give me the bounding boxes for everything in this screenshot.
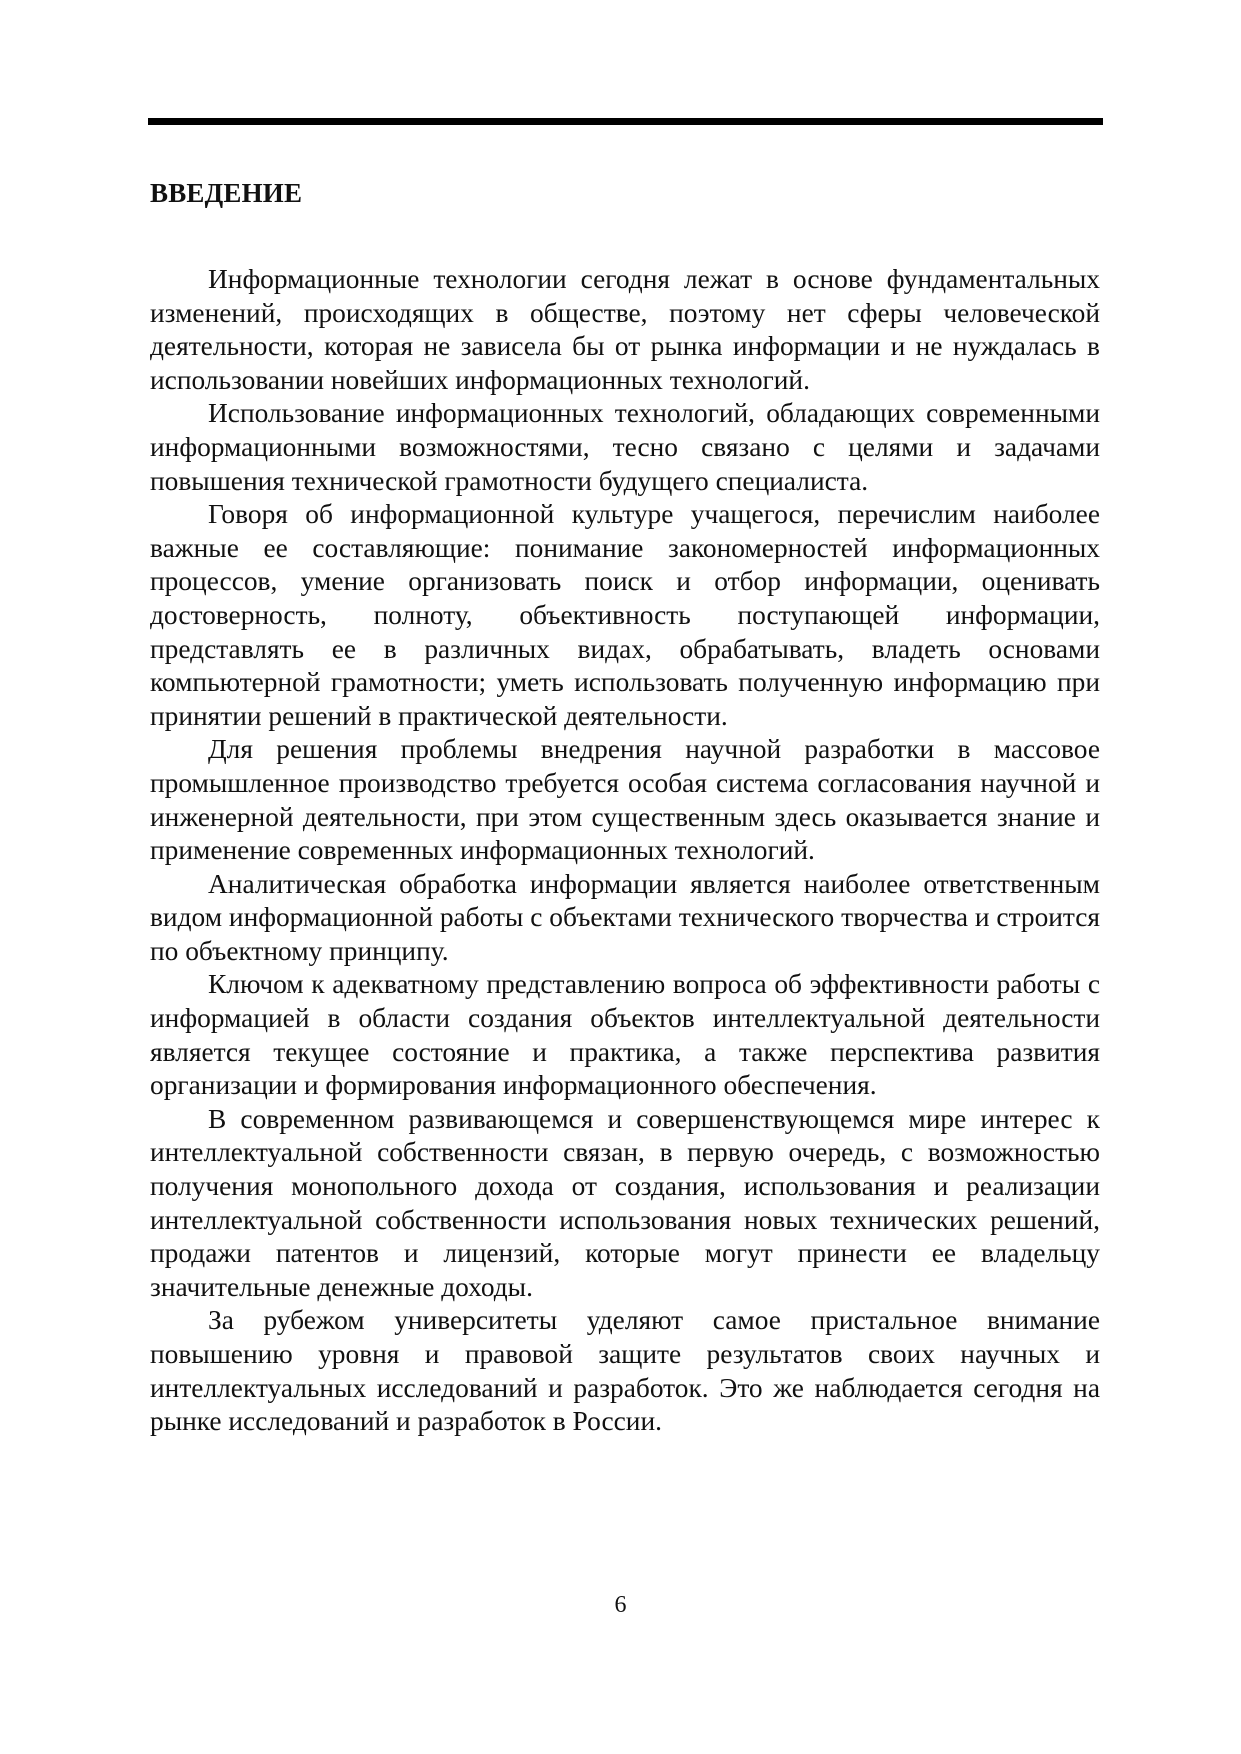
paragraph: В современном развивающемся и совершенствующемся мире интерес к интеллектуальной собственности связан, в первую очередь, с возможностью получения монопольного дохода от создания, использования и реализации интеллектуальной собственности использования новых технических решений, продажи патентов и лицензий, которые могут принести ее владельцу значительные денежные доходы.: [150, 1103, 1100, 1302]
section-heading: ВВЕДЕНИЕ: [150, 178, 303, 208]
paragraph: Аналитическая обработка информации является наиболее ответственным видом информационной работы с объектами технического творчества и строится по объектному принципу.: [150, 868, 1100, 966]
page-number: 6: [614, 1592, 627, 1618]
paragraph: Ключом к адекватному представлению вопроса об эффективности работы с информацией в области создания объектов интеллектуальной деятельности является текущее состояние и практика, а также перспектива развития организации и формирования информационного обеспечения.: [150, 969, 1100, 1101]
body-text: [150, 263, 1100, 1439]
header-rule: [148, 118, 1103, 125]
paragraph: За рубежом университеты уделяют самое пристальное внимание повышению уровня и правовой защите результатов своих научных и интеллектуальных исследований и разработок. Это же наблюдается сегодня на рынке исследований и разработок в России.: [150, 1305, 1100, 1437]
paragraph: Использование информационных технологий, обладающих современными информационными возможностями, тесно связано с целями и задачами повышения технической грамотности будущего специалиста.: [150, 398, 1100, 496]
paragraph: Информационные технологии сегодня лежат в основе фундаментальных изменений, происходящих в обществе, поэтому нет сферы человеческой деятельности, которая не зависела бы от рынка информации и не нуждалась в использовании новейших информационных технологий.: [150, 264, 1100, 395]
paragraph: Для решения проблемы внедрения научной разработки в массовое промышленное производство требуется особая система согласования научной и инженерной деятельности, при этом существенным здесь оказывается знание и применение современных информационных технологий.: [150, 734, 1100, 866]
paragraph: Говоря об информационной культуре учащегося, перечислим наиболее важные ее составляющие: понимание закономерностей информационных процессов, умение организовать поиск и отбор информации, оценивать достоверность, полноту, объективность поступающей информации, представлять ее в различных видах, обрабатывать, владеть основами компьютерной грамотности; уметь использовать полученную информацию при принятии решений в практической деятельности.: [150, 499, 1100, 731]
